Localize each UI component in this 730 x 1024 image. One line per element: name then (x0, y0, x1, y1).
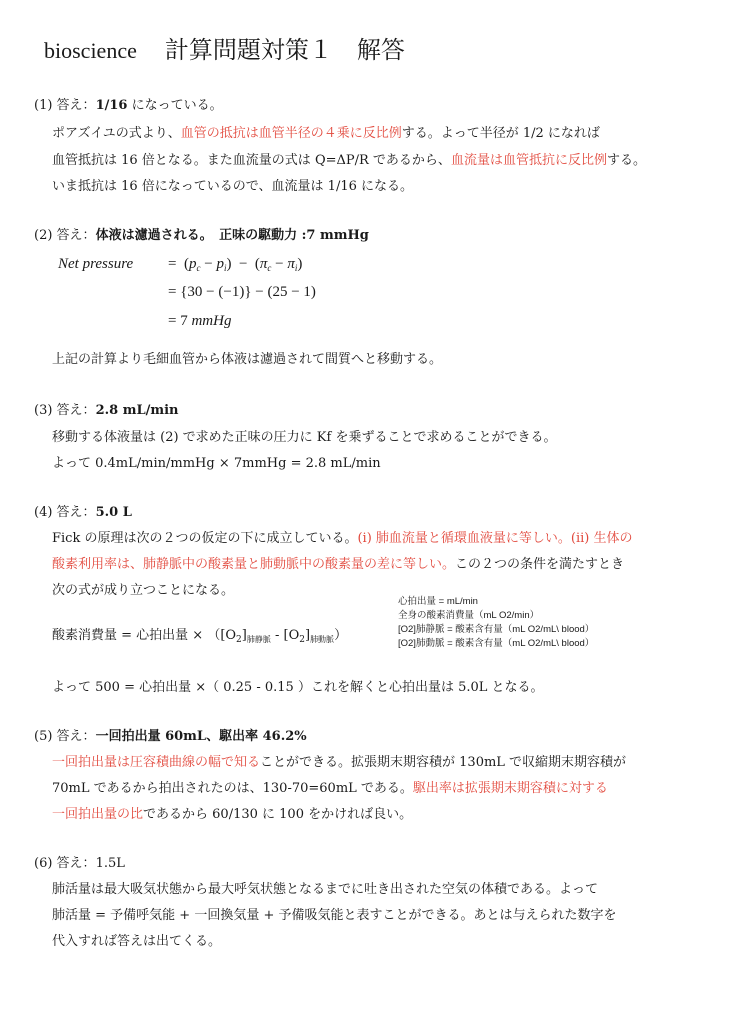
equation-line-1: = $(p_c - p_i) - (\pi_c - \pi_i)$ (168, 256, 303, 273)
q4-answer: 5.0 L (95, 505, 132, 520)
fick-formula (52, 627, 347, 649)
text: ） (334, 628, 348, 643)
key-point: 血管の抵抗は血管半径の４乗に反比例 (180, 126, 402, 141)
q4-line-1 (52, 530, 633, 548)
text: ] (241, 628, 247, 643)
text: する。よって半径が 1/2 になれば (401, 126, 600, 141)
q2-conclusion: 上記の計算より毛細血管から体液は濾過されて間質へと移動する。 (52, 352, 443, 367)
q4-line-2 (52, 556, 624, 574)
q5-line-3 (52, 806, 412, 824)
key-point: 駆出率は拡張期末期容積に対する (412, 781, 608, 796)
text: ] (304, 628, 311, 643)
q3-heading (34, 402, 179, 420)
q3-answer: 2.8 mL/min (95, 403, 179, 418)
page-title (44, 30, 405, 65)
q2-label: (2) 答え： (34, 228, 96, 243)
unit-note-cardiac-output: 心拍出量 = mL/min (398, 596, 478, 607)
text: ことができる。拡張期末期容積が 130mL で収縮期末期容積が (260, 755, 627, 770)
equation-line-3: = 7 mmHg (168, 313, 232, 329)
unit-note-arterial: [O2]肺動脈 = 酸素含有量（mL O2/mL\ blood） (398, 638, 595, 649)
q4-heading (34, 504, 132, 522)
q1-answer: 1/16 (95, 98, 128, 113)
q4-label: (4) 答え： (34, 505, 96, 520)
q1-label: (1) 答え： (34, 98, 96, 113)
q6-answer: 1.5L (95, 856, 125, 871)
q4-conclusion: よって 500 = 心拍出量 ×（ 0.25 - 0.15 ）これを解くと心拍出量は 5.0L となる。 (52, 680, 544, 695)
text: 70mL であるから拍出されたのは、130-70=60mL である。 (52, 781, 413, 796)
text: 酸素消費量 = 心拍出量 × （[O (52, 628, 237, 643)
text: する。 (606, 153, 646, 168)
title-text: 計算問題対策１ 解答 (164, 36, 405, 64)
q6-line-3: 代入すれば答えは出てくる。 (52, 934, 222, 949)
equation-line-2: = {30 − (−1)} − (25 − 1) (168, 284, 316, 300)
q4-line-3: 次の式が成り立つことになる。 (52, 583, 235, 598)
unit-note-venous: [O2]肺静脈 = 酸素含有量（mL O2/mL\ blood） (398, 624, 595, 635)
brand-name: bioscience (44, 38, 137, 63)
q3-line-2: よって 0.4mL/min/mmHg × 7mmHg = 2.8 mL/min (52, 456, 381, 471)
text: Fick の原理は次の２つの仮定の下に成立している。 (52, 531, 358, 546)
q5-line-1 (52, 754, 626, 772)
q5-label: (5) 答え： (34, 729, 96, 744)
text: 肺動脈 (310, 635, 335, 644)
text: この２つの条件を満たすとき (455, 557, 625, 572)
q2-answer: 体液は濾過される。 正味の駆動力 :7 mmHg (95, 228, 369, 243)
q1-line-3: いま抵抗は 16 倍になっているので、血流量は 1/16 になる。 (52, 179, 414, 194)
key-point: (i) 肺血流量と循環血液量に等しい。(ii) 生体の (357, 531, 633, 546)
q1-answer-tail: になっている。 (127, 98, 223, 113)
unit-note-oxygen-consumption: 全身の酸素消費量（mL O2/min） (398, 610, 540, 621)
text: 血管抵抗は 16 倍となる。また血流量の式は Q=ΔP/R であるから、 (52, 153, 451, 168)
key-point: 一回拍出量は圧容積曲線の幅で知る (52, 755, 261, 770)
unit-notes (398, 595, 594, 651)
key-point: 一回拍出量の比 (52, 807, 144, 822)
q1-line-2 (52, 152, 646, 170)
q1-line-1 (52, 125, 600, 143)
q5-line-2 (52, 780, 608, 798)
text: 肺静脈 (246, 635, 271, 644)
key-point: 酸素利用率は、肺静脈中の酸素量と肺動脈中の酸素量の差に等しい。 (52, 557, 456, 572)
q6-heading (34, 855, 125, 873)
q5-heading (34, 728, 307, 746)
text: であるから 60/130 に 100 をかければ良い。 (143, 807, 413, 822)
q6-line-2: 肺活量 = 予備呼気能 + 一回換気量 + 予備吸気能と表すことができる。あとは与えられた数字を (52, 908, 617, 923)
q3-line-1: 移動する体液量は (2) で求めた正味の圧力に Kf を乗ずることで求めることができる。 (52, 430, 557, 445)
equation-label: Net pressure (58, 256, 134, 272)
q6-label: (6) 答え： (34, 856, 96, 871)
q1-heading (34, 97, 223, 115)
key-point: 血流量は血管抵抗に反比例 (450, 153, 607, 168)
text: - [O (270, 628, 300, 643)
text: ポアズイユの式より、 (52, 126, 181, 141)
text: 2 (299, 635, 305, 645)
q5-answer: 一回拍出量 60mL、駆出率 46.2% (95, 729, 307, 744)
text: 2 (236, 635, 242, 645)
q2-heading (34, 227, 369, 245)
q6-line-1: 肺活量は最大吸気状態から最大呼気状態となるまでに吐き出された空気の体積である。よって (52, 882, 599, 897)
q3-label: (3) 答え： (34, 403, 96, 418)
